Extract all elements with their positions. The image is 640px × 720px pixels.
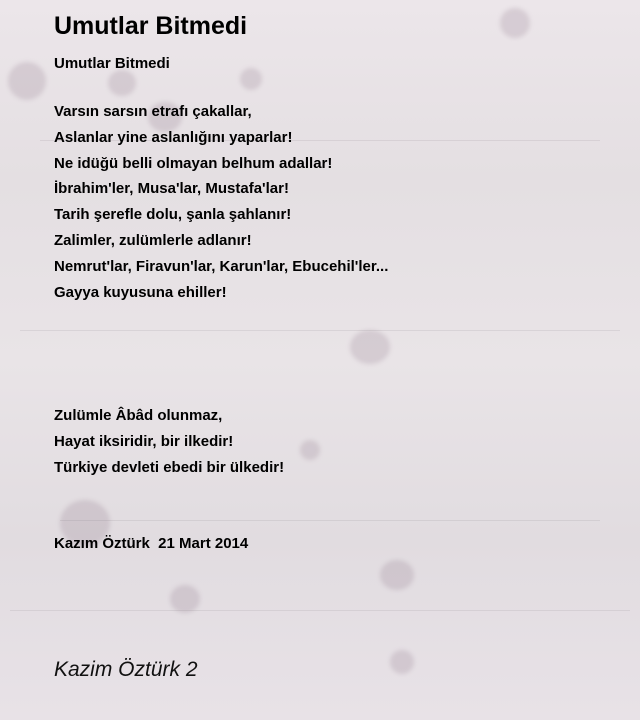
poem-line: Aslanlar yine aslanlığını yaparlar! [54,128,293,146]
stanza-2 [54,403,614,480]
poem-line: Nemrut'lar, Firavun'lar, Karun'lar, Ebucehil'ler... [54,257,389,275]
poem-line: Hayat iksiridir, bir ilkedir! [54,433,234,451]
author-credit: Kazim Öztürk 2 [54,658,198,681]
poem-subtitle: Umutlar Bitmedi [54,55,170,72]
stanza-1 [54,99,614,305]
poem-line: Zulümle Âbâd olunmaz, [54,407,223,425]
poem-line: Zalimler, zulümlerle adlanır! [54,231,252,249]
poem-line: Gayya kuyusuna ehiller! [54,283,227,301]
poem-container [54,10,614,554]
poem-line: Tarih şerefle dolu, şanla şahlanır! [54,206,292,224]
poem-line: Ne idüğü belli olmayan belhum adallar! [54,154,333,172]
poem-line: İbrahim'ler, Musa'lar, Mustafa'lar! [54,180,289,198]
poem-line: Varsın sarsın etrafı çakallar, [54,103,252,120]
poem-line: Türkiye devleti ebedi bir ülkedir! [54,458,285,476]
poem-signature: Kazım Öztürk 21 Mart 2014 [54,534,249,552]
page-title: Umutlar Bitmedi [54,12,248,40]
